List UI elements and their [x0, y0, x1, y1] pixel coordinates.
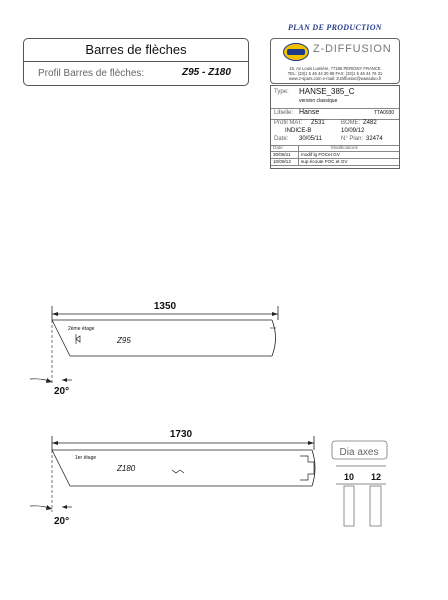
axis-bar-10	[344, 486, 354, 526]
type-value: HANSE_385_C	[299, 87, 355, 96]
axis-bar-12	[370, 486, 381, 526]
mod-text: sup écoute FOC et GV	[301, 159, 348, 164]
spreader-tip-2	[312, 450, 315, 486]
libelle-value: Hanse	[299, 109, 320, 116]
angle-label-1: 20°	[54, 386, 70, 397]
fitting-icon-1	[76, 334, 80, 344]
profile-label-1: Z95	[117, 336, 131, 345]
company-address: 16, Av Louis Lumière, 77185 PERIGNY FRANCE	[289, 66, 381, 71]
plan-number-label: N° Plan:	[341, 136, 364, 142]
plan-title: PLAN DE PRODUCTION	[288, 23, 382, 32]
date-value: 30/05/11	[299, 136, 322, 142]
axes-diameter-block	[332, 441, 387, 526]
angle-label-2: 20°	[54, 516, 70, 527]
libelle-code: TTA0930	[374, 110, 395, 116]
stage-label-1: 2ème étage	[68, 326, 95, 332]
part-title: Barres de flèches	[85, 42, 187, 57]
indice-label: INDICE-B	[285, 128, 312, 134]
axis-diameter-value: 10	[343, 472, 355, 482]
length-label-1: 1350	[153, 301, 177, 312]
tip-fitting-icon	[300, 456, 314, 480]
profil-mat-value: Z531	[311, 120, 325, 126]
mod-date-header: Date	[273, 145, 283, 150]
indice-date: 10/09/12	[341, 128, 365, 134]
mod-text: modif lg FOCet GV	[301, 152, 340, 157]
plan-number-value: 32474	[366, 136, 383, 142]
length-label-2: 1730	[169, 429, 193, 440]
bome-label: BOME:	[341, 120, 361, 126]
axes-title: Dia axes	[339, 447, 379, 458]
wave-icon	[172, 470, 184, 473]
spreader-tip-1	[272, 320, 276, 356]
company-brand: Z-DIFFUSION	[313, 43, 392, 55]
libelle-label: Libelle:	[274, 110, 294, 116]
drawing-spreader-2	[30, 429, 315, 527]
company-web: www.z-spars.com e-mail: Z.Diffusion@wanadoo.fr	[288, 76, 382, 81]
mod-date: 10/09/12	[273, 159, 291, 164]
profil-mat-label: Profil MAT:	[274, 120, 303, 126]
date-label: Date:	[274, 136, 289, 142]
drawing-spreader-1	[30, 301, 278, 397]
profile-label-2: Z180	[117, 464, 136, 473]
profile-label: Profil Barres de flèches:	[38, 68, 145, 79]
company-phone: TEL: (33)1 5 46 44 20 88 FAX: (33)1 5 46 44 76 31	[287, 71, 383, 76]
spreader-end-2	[52, 450, 70, 486]
type-sub: version classique	[299, 98, 338, 104]
mod-date: 30/08/11	[273, 152, 291, 157]
type-label: Type:	[274, 89, 289, 95]
mod-text-header: Modifications	[331, 145, 358, 150]
stage-label-2: 1er étage	[75, 455, 97, 461]
bome-value: Z482	[363, 120, 377, 126]
profile-value: Z95 - Z180	[182, 67, 231, 78]
axis-diameter-value: 12	[370, 472, 382, 482]
